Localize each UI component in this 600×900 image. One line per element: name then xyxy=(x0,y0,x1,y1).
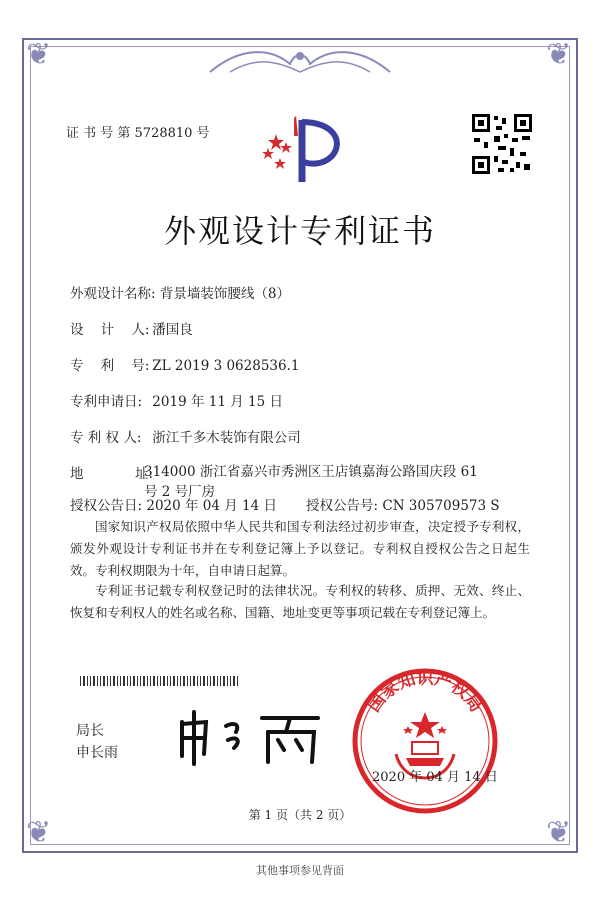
corner-ornament-tl: ❦ xyxy=(26,37,52,72)
cnipa-logo-icon xyxy=(254,112,354,192)
paragraph-grant: 国家知识产权局依照中华人民共和国专利法经过初步审查，决定授予专利权，颁发外观设计专利证书并在专利登记簿上予以登记。专利权自授权公告之日起生效。专利权期限为十年，自申请日起算。 xyxy=(70,519,530,578)
certificate-number: 证 书 号 第 5728810 号 xyxy=(66,126,210,141)
address-label: 地 址: xyxy=(70,466,154,482)
patentee-value: 浙江千多木装饰有限公司 xyxy=(152,430,301,446)
corner-ornament-tr: ❦ xyxy=(546,37,572,72)
field-pub-date xyxy=(70,494,277,514)
address-value: 314000 浙江省嘉兴市秀洲区王店镇嘉海公路国庆段 61 号 2 号厂房 xyxy=(144,464,478,500)
qr-code-icon xyxy=(470,112,534,176)
signature-image xyxy=(170,708,330,768)
barcode xyxy=(80,676,238,686)
patent-number-label: 专 利 号: xyxy=(70,358,150,374)
filing-date-value: 2019 年 11 月 15 日 xyxy=(152,394,283,410)
field-patent-number xyxy=(70,354,299,374)
field-designer xyxy=(70,318,193,338)
field-filing-date xyxy=(70,390,283,410)
seal-date: 2020 年 04 月 14 日 xyxy=(372,770,498,785)
corner-ornament-bl: ❦ xyxy=(26,815,52,850)
pub-number-value: CN 305709573 S xyxy=(382,498,500,514)
seal-text: 国家知识产权局 xyxy=(364,668,486,716)
pub-date-label: 授权公告日: xyxy=(70,498,143,514)
field-address xyxy=(70,462,153,482)
paragraph-legal: 专利证书记载专利权登记时的法律状况。专利权的转移、质押、无效、终止、恢复和专利权人的姓名或名称、国籍、地址变更等事项记载在专利登记簿上。 xyxy=(70,583,530,620)
designer-value: 潘国良 xyxy=(152,322,193,338)
filing-date-label: 专利申请日: xyxy=(70,394,143,410)
footer-note: 其他事项参见背面 xyxy=(256,864,344,877)
page-number: 第 1 页（共 2 页） xyxy=(248,808,352,822)
patent-number-value: ZL 2019 3 0628536.1 xyxy=(152,358,300,374)
field-patentee xyxy=(70,426,301,446)
director-name: 申长雨 xyxy=(76,745,118,761)
designer-label: 设 计 人: xyxy=(70,322,150,338)
pub-number-label: 授权公告号: xyxy=(306,498,379,514)
ornament-top xyxy=(200,42,400,82)
director-title: 局长 xyxy=(76,723,104,739)
field-pub-number xyxy=(306,494,500,514)
design-name-value: 背景墙装饰腰线（8） xyxy=(159,286,290,302)
official-seal xyxy=(350,666,500,816)
patentee-label: 专 利 权 人: xyxy=(70,430,142,446)
design-name-label: 外观设计名称: xyxy=(70,286,156,302)
corner-ornament-br: ❦ xyxy=(546,815,572,850)
pub-date-value: 2020 年 04 月 14 日 xyxy=(146,498,278,514)
page-title: 外观设计专利证书 xyxy=(163,212,436,250)
field-design-name xyxy=(70,282,290,302)
